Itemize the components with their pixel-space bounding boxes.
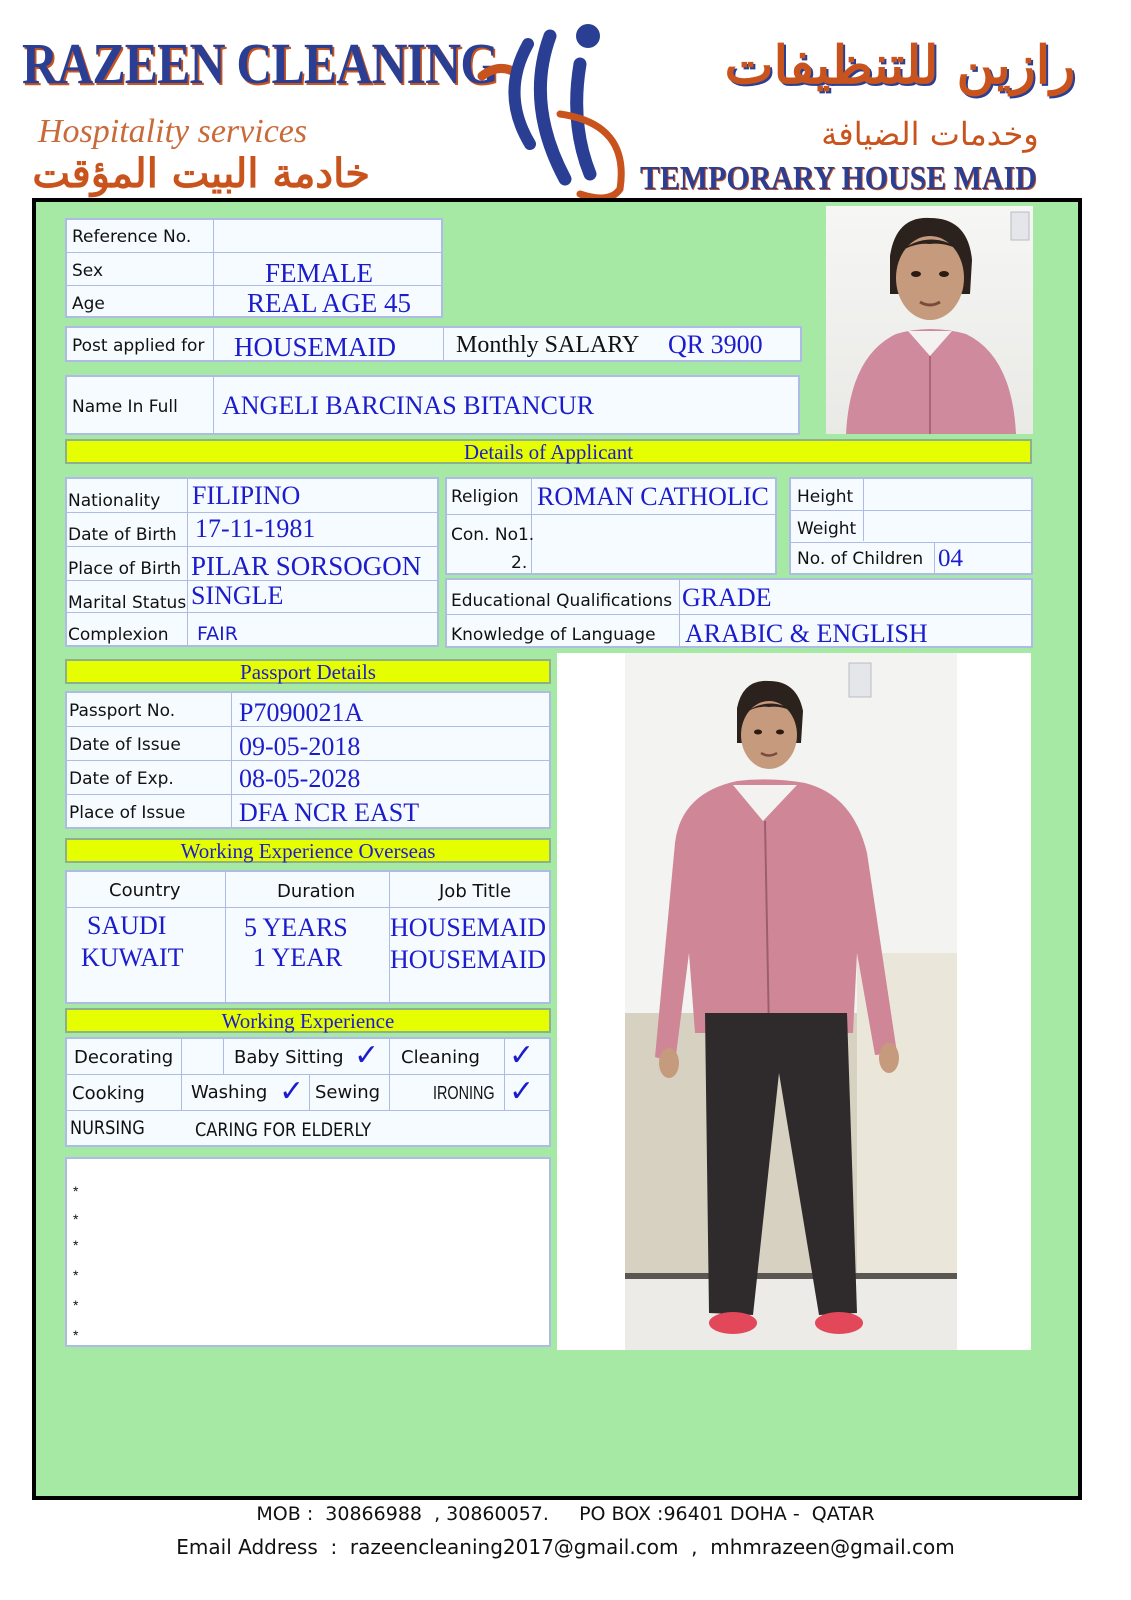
- brand-name-arabic: رازين للتنظيفات: [724, 35, 1076, 96]
- table-row: [67, 908, 549, 940]
- note-bullet: *: [73, 1237, 79, 1253]
- brand-subtitle-arabic: وخدمات الضيافة: [821, 115, 1039, 153]
- overseas-table: [65, 870, 551, 1004]
- brand-subtitle: Hospitality services: [38, 113, 308, 150]
- note-bullet: *: [73, 1327, 79, 1343]
- post-label: Post applied for: [72, 336, 205, 356]
- marital-label: Marital Status: [68, 593, 187, 613]
- skill-sewing: Sewing: [315, 1082, 381, 1103]
- skill-cooking: Cooking: [72, 1083, 145, 1104]
- language-label: Knowledge of Language: [451, 625, 656, 645]
- dob-value: 17-11-1981: [195, 514, 316, 543]
- brand-arabic-tagline: خادمة البيت المؤقت: [32, 150, 370, 197]
- country-header: Country: [109, 880, 181, 901]
- expiry-date-value: 08-05-2028: [239, 764, 361, 793]
- age-value: REAL AGE 45: [247, 288, 411, 318]
- passport-section-header: Passport Details: [65, 659, 551, 684]
- details-section-header: Details of Applicant: [65, 439, 1032, 464]
- skill-elderly-care: CARING FOR ELDERLY: [195, 1119, 372, 1141]
- job-title-cell: HOUSEMAID: [390, 913, 546, 942]
- issue-place-label: Place of Issue: [69, 803, 186, 823]
- country-cell: KUWAIT: [81, 943, 184, 972]
- contact2-label: 2.: [511, 553, 528, 573]
- marital-value: SINGLE: [191, 581, 284, 610]
- company-logo: [470, 14, 640, 204]
- note-bullet: *: [73, 1183, 79, 1199]
- contact1-label: Con. No1.: [451, 525, 535, 545]
- washing-check-icon: ✓: [279, 1074, 305, 1109]
- portrait-photo: [826, 206, 1033, 434]
- passport-no-value: P7090021A: [239, 698, 364, 727]
- skill-nursing: NURSING: [70, 1117, 145, 1139]
- children-value: 04: [938, 545, 963, 572]
- nationality-label: Nationality: [68, 491, 161, 511]
- pob-label: Place of Birth: [68, 559, 182, 579]
- header-tagline: TEMPORARY HOUSE MAID: [640, 160, 1037, 197]
- issue-date-label: Date of Issue: [69, 735, 181, 755]
- full-body-photo: [557, 653, 1031, 1350]
- duration-header: Duration: [277, 881, 356, 902]
- pob-value: PILAR SORSOGON: [191, 551, 422, 581]
- physical-details-table: [789, 477, 1033, 575]
- job-title-cell: HOUSEMAID: [390, 945, 546, 974]
- full-name-row: [65, 375, 800, 435]
- passport-table: [65, 691, 551, 829]
- complexion-label: Complexion: [68, 625, 169, 645]
- sex-label: Sex: [72, 261, 104, 281]
- post-value: HOUSEMAID: [234, 332, 396, 362]
- duration-cell: 1 YEAR: [253, 943, 343, 972]
- note-bullet: *: [73, 1297, 79, 1313]
- overseas-section-header: Working Experience Overseas: [65, 838, 551, 863]
- personal-details-table: [65, 477, 439, 647]
- skill-decorating: Decorating: [74, 1047, 174, 1068]
- complexion-value: FAIR: [197, 623, 238, 645]
- job-title-header: Job Title: [439, 881, 512, 902]
- duration-cell: 5 YEARS: [244, 913, 348, 942]
- salary-label: Monthly SALARY: [456, 332, 640, 358]
- brand-name-english: RAZEEN CLEANING: [22, 31, 499, 96]
- dob-label: Date of Birth: [68, 525, 177, 545]
- education-language-table: [445, 578, 1033, 648]
- name-value: ANGELI BARCINAS BITANCUR: [222, 391, 595, 420]
- nationality-value: FILIPINO: [192, 481, 301, 510]
- footer-email-line: Email Address : razeencleaning2017@gmail.com , mhmrazeen@gmail.com: [176, 1535, 955, 1559]
- skill-washing: Washing: [191, 1082, 268, 1103]
- cleaning-check-icon: ✓: [509, 1038, 535, 1073]
- issue-date-value: 09-05-2018: [239, 732, 361, 761]
- country-cell: SAUDI: [87, 911, 167, 940]
- children-label: No. of Children: [797, 549, 924, 569]
- religion-value: ROMAN CATHOLIC: [537, 482, 769, 511]
- footer-contact-line: MOB : 30866988 , 30860057. PO BOX :96401 DOHA - QATAR: [256, 1503, 875, 1525]
- passport-no-label: Passport No.: [69, 701, 176, 721]
- experience-section-header: Working Experience: [65, 1008, 551, 1033]
- name-label: Name In Full: [72, 397, 178, 417]
- skill-cleaning: Cleaning: [401, 1047, 480, 1068]
- education-value: GRADE: [682, 583, 772, 612]
- post-salary-row: [65, 326, 802, 362]
- issue-place-value: DFA NCR EAST: [239, 798, 420, 827]
- baby-sitting-check-icon: ✓: [354, 1038, 380, 1073]
- height-label: Height: [797, 487, 854, 507]
- language-value: ARABIC & ENGLISH: [685, 619, 928, 648]
- weight-label: Weight: [797, 519, 857, 539]
- skills-table: [65, 1037, 551, 1147]
- reference-label: Reference No.: [72, 227, 192, 247]
- religion-label: Religion: [451, 487, 519, 507]
- table-row: [67, 940, 549, 972]
- salary-value: QR 3900: [668, 330, 763, 359]
- religion-contact-table: [445, 477, 777, 575]
- sex-value: FEMALE: [265, 258, 373, 288]
- education-label: Educational Qualifications: [451, 591, 673, 611]
- skill-ironing: IRONING: [433, 1083, 495, 1103]
- ironing-check-icon: ✓: [509, 1074, 535, 1109]
- note-bullet: *: [73, 1211, 79, 1227]
- expiry-date-label: Date of Exp.: [69, 769, 174, 789]
- age-label: Age: [72, 294, 105, 314]
- skill-baby-sitting: Baby Sitting: [234, 1047, 344, 1068]
- note-bullet: *: [73, 1267, 79, 1283]
- notes-box: [65, 1157, 551, 1347]
- basic-info-table: [65, 218, 443, 318]
